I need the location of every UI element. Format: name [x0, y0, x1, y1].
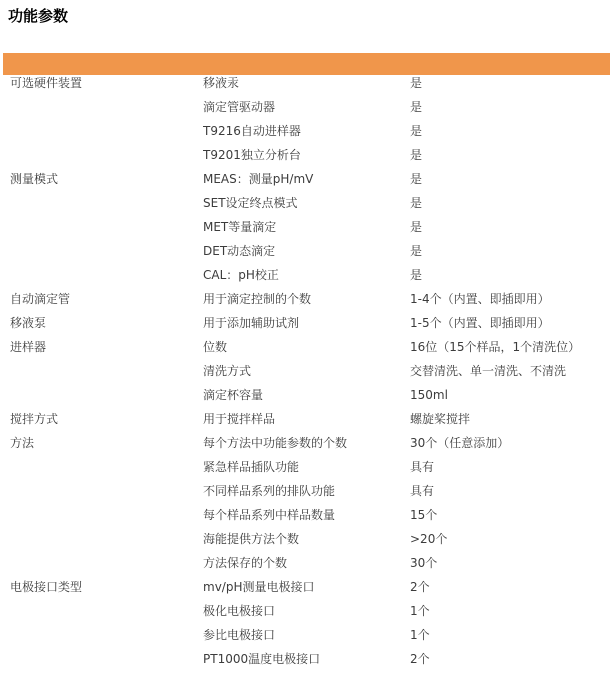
table-row	[0, 119, 615, 143]
row-value: 是	[410, 196, 423, 210]
row-parameter: 用于添加辅助试剂	[203, 316, 300, 330]
table-row	[0, 647, 615, 671]
table-row	[0, 383, 615, 407]
table-row	[0, 575, 615, 599]
table-row	[0, 527, 615, 551]
row-value: 是	[410, 172, 423, 186]
row-value: 1-5个（内置、即插即用）	[410, 316, 550, 330]
row-parameter: MET等量滴定	[203, 220, 277, 234]
table-row	[0, 71, 615, 95]
table-row	[0, 191, 615, 215]
row-category: 可选硬件装置	[10, 76, 83, 90]
row-value: 2个	[410, 580, 430, 594]
row-parameter: CAL：pH校正	[203, 268, 279, 282]
row-parameter: 用于搅拌样品	[203, 412, 276, 426]
table-row	[0, 359, 615, 383]
row-parameter: 移液汞	[203, 76, 240, 90]
row-value: 是	[410, 268, 423, 282]
row-category: 移液泵	[10, 316, 47, 330]
row-parameter: 参比电极接口	[203, 628, 276, 642]
row-parameter: DET动态滴定	[203, 244, 276, 258]
row-parameter: T9201独立分析台	[203, 148, 301, 162]
table-row	[0, 479, 615, 503]
row-value: 1个	[410, 604, 430, 618]
row-parameter: SET设定终点模式	[203, 196, 298, 210]
row-category: 进样器	[10, 340, 47, 354]
row-parameter: 方法保存的个数	[203, 556, 288, 570]
row-value: 是	[410, 244, 423, 258]
table-row	[0, 143, 615, 167]
row-parameter: 紧急样品插队功能	[203, 460, 300, 474]
row-value: 1-4个（内置、即插即用）	[410, 292, 550, 306]
row-parameter: 滴定杯容量	[203, 388, 264, 402]
row-parameter: mv/pH测量电极接口	[203, 580, 315, 594]
row-value: 1个	[410, 628, 430, 642]
table-row	[0, 239, 615, 263]
table-row	[0, 263, 615, 287]
page-title: 功能参数	[8, 7, 69, 25]
row-parameter: PT1000温度电极接口	[203, 652, 321, 666]
row-value: 是	[410, 220, 423, 234]
row-value: >20个	[410, 532, 448, 546]
row-value: 交替清洗、单一清洗、不清洗	[410, 364, 567, 378]
row-value: 是	[410, 76, 423, 90]
row-parameter: 滴定管驱动器	[203, 100, 276, 114]
spec-table	[0, 71, 615, 671]
row-value: 是	[410, 100, 423, 114]
row-parameter: 每个方法中功能参数的个数	[203, 436, 348, 450]
row-value: 具有	[410, 460, 435, 474]
row-parameter: 位数	[203, 340, 228, 354]
row-value: 螺旋桨搅拌	[410, 412, 471, 426]
row-category: 测量模式	[10, 172, 59, 186]
row-value: 30个	[410, 556, 438, 570]
row-parameter: T9216自动进样器	[203, 124, 301, 138]
row-value: 是	[410, 148, 423, 162]
row-value: 具有	[410, 484, 435, 498]
table-row	[0, 95, 615, 119]
row-parameter: 不同样品系列的排队功能	[203, 484, 336, 498]
table-row	[0, 407, 615, 431]
row-parameter: MEAS：测量pH/mV	[203, 172, 314, 186]
row-category: 电极接口类型	[10, 580, 83, 594]
row-parameter: 用于滴定控制的个数	[203, 292, 312, 306]
table-row	[0, 599, 615, 623]
table-row	[0, 287, 615, 311]
row-value: 15个	[410, 508, 438, 522]
row-parameter: 清洗方式	[203, 364, 252, 378]
row-parameter: 每个样品系列中样品数量	[203, 508, 336, 522]
table-row	[0, 335, 615, 359]
row-parameter: 海能提供方法个数	[203, 532, 300, 546]
row-parameter: 极化电极接口	[203, 604, 276, 618]
table-row	[0, 167, 615, 191]
row-value: 30个（任意添加）	[410, 436, 510, 450]
row-value: 150ml	[410, 388, 448, 402]
table-row	[0, 455, 615, 479]
table-row	[0, 623, 615, 647]
row-value: 2个	[410, 652, 430, 666]
row-category: 方法	[10, 436, 35, 450]
table-row	[0, 431, 615, 455]
row-category: 自动滴定管	[10, 292, 71, 306]
table-row	[0, 503, 615, 527]
row-value: 16位（15个样品，1个清洗位）	[410, 340, 581, 354]
table-row	[0, 311, 615, 335]
row-category: 搅拌方式	[10, 412, 59, 426]
row-value: 是	[410, 124, 423, 138]
table-row	[0, 551, 615, 575]
table-row	[0, 215, 615, 239]
